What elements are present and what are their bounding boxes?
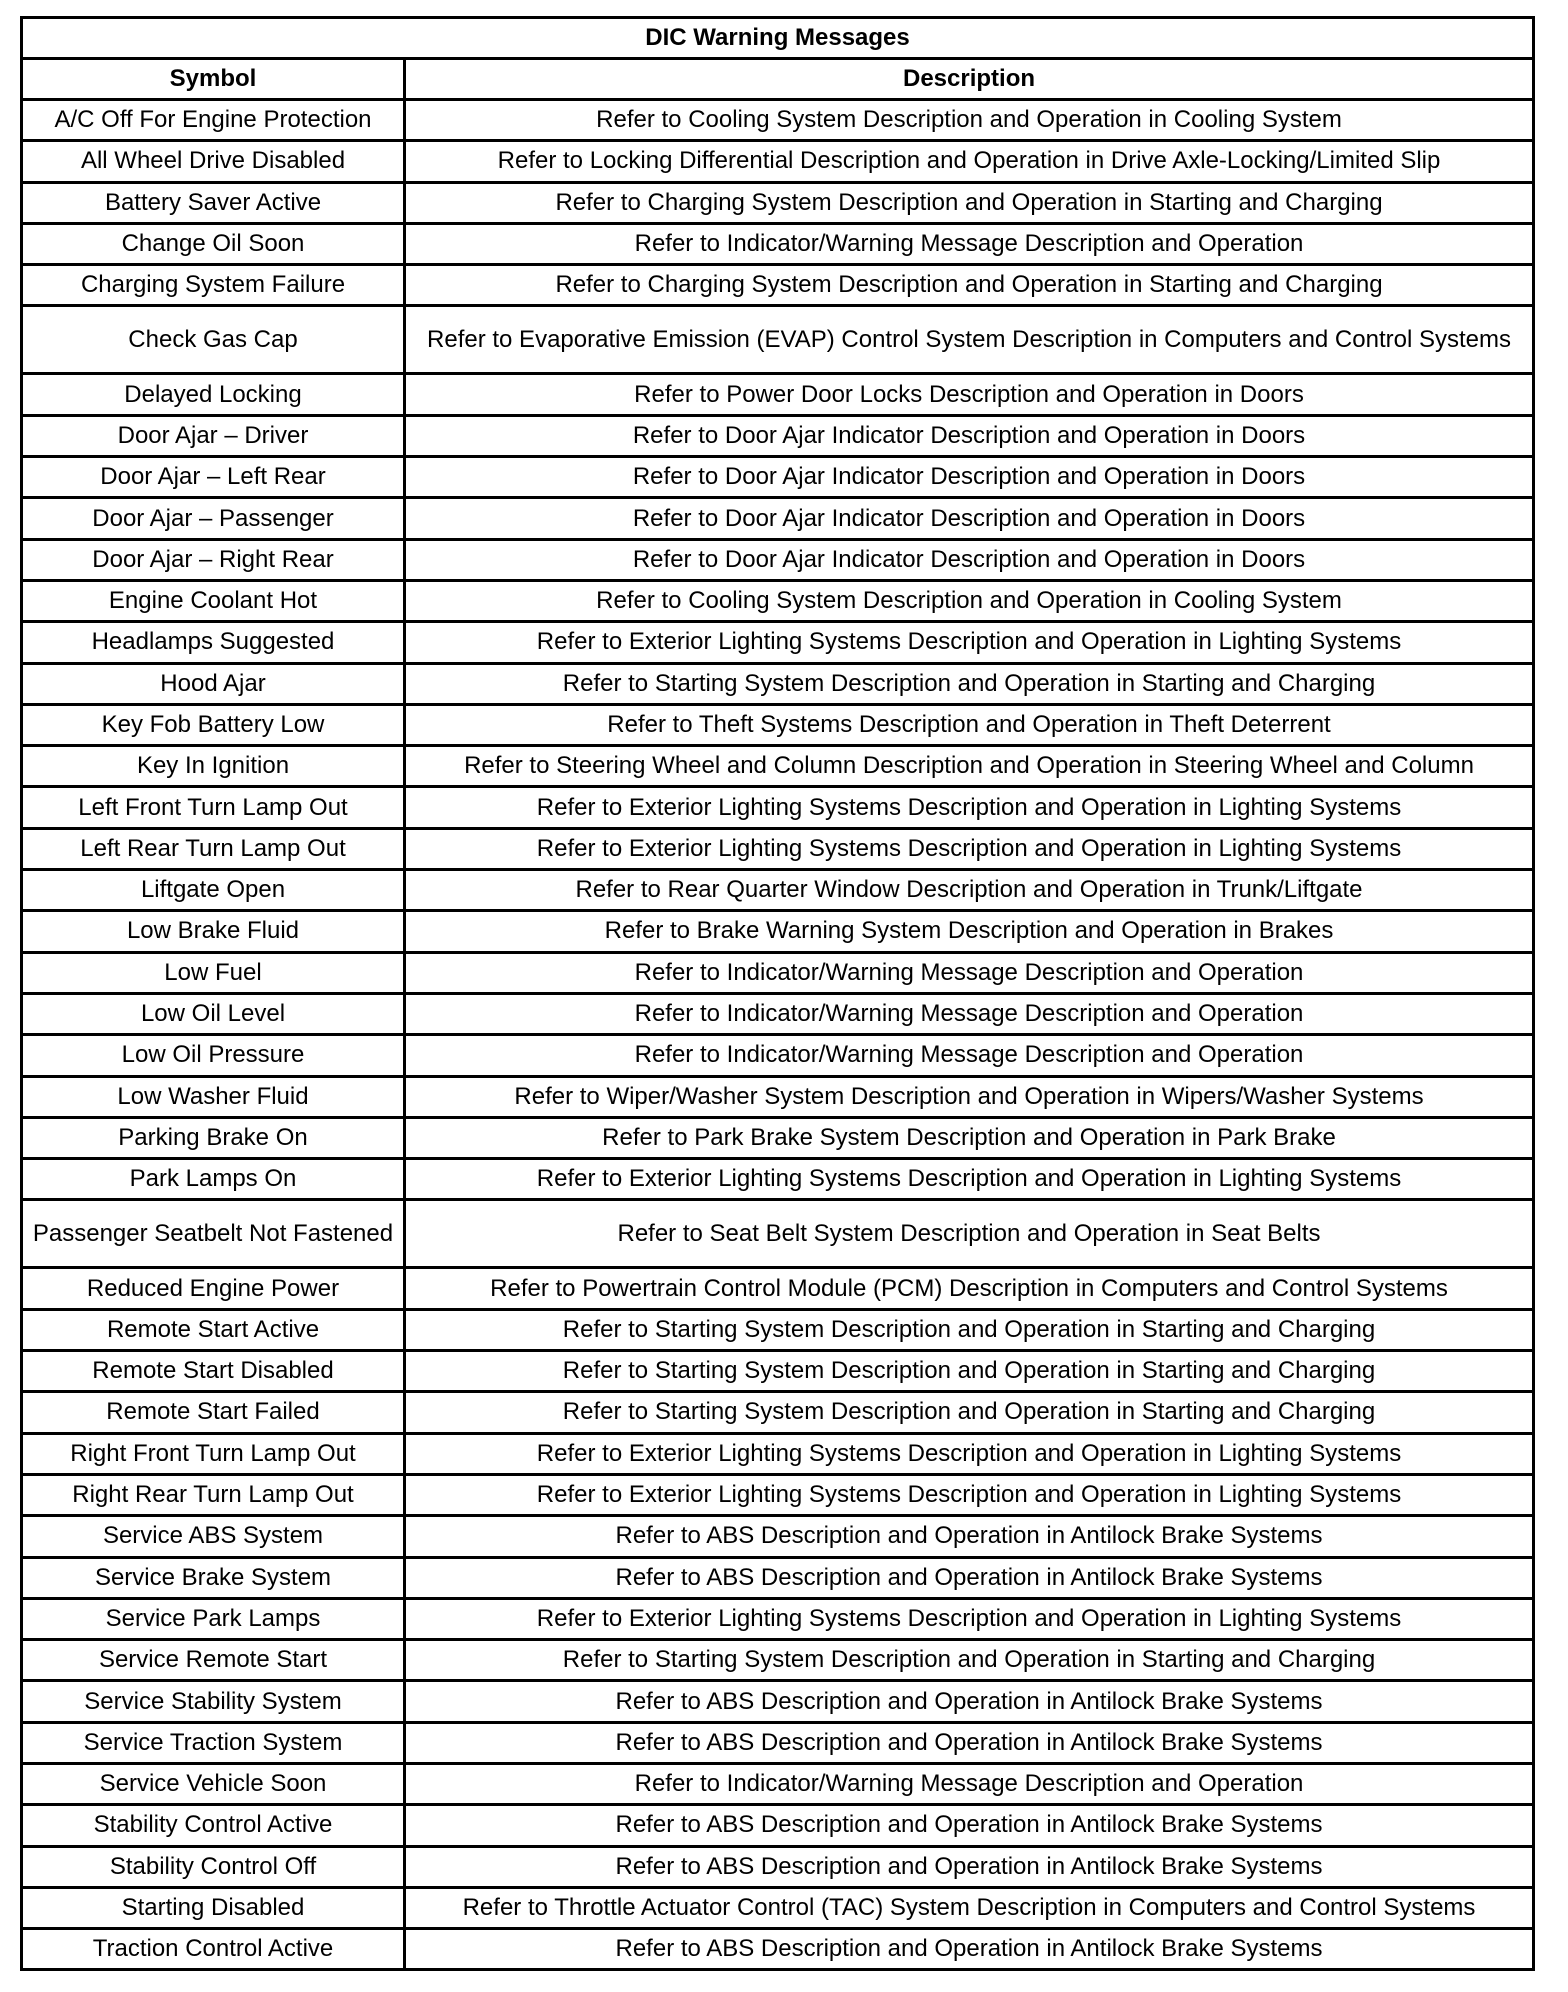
symbol-cell: Door Ajar – Driver xyxy=(22,415,405,456)
table-row xyxy=(22,1392,1534,1433)
table-title-row xyxy=(22,18,1534,59)
symbol-cell: Service Traction System xyxy=(22,1722,405,1763)
description-cell: Refer to Indicator/Warning Message Description and Operation xyxy=(405,1763,1534,1804)
description-cell: Refer to Door Ajar Indicator Description and Operation in Doors xyxy=(405,498,1534,539)
description-cell: Refer to Indicator/Warning Message Description and Operation xyxy=(405,223,1534,264)
symbol-cell: Headlamps Suggested xyxy=(22,622,405,663)
symbol-cell: Service Stability System xyxy=(22,1681,405,1722)
description-cell: Refer to Exterior Lighting Systems Description and Operation in Lighting Systems xyxy=(405,1433,1534,1474)
description-cell: Refer to Indicator/Warning Message Description and Operation xyxy=(405,952,1534,993)
table-row xyxy=(22,1351,1534,1392)
description-cell: Refer to Steering Wheel and Column Description and Operation in Steering Wheel and Column xyxy=(405,746,1534,787)
symbol-cell: Service Brake System xyxy=(22,1557,405,1598)
table-row xyxy=(22,787,1534,828)
description-cell: Refer to Door Ajar Indicator Description and Operation in Doors xyxy=(405,457,1534,498)
description-cell: Refer to Rear Quarter Window Description and Operation in Trunk/Liftgate xyxy=(405,870,1534,911)
description-cell: Refer to Brake Warning System Description and Operation in Brakes xyxy=(405,911,1534,952)
table-row xyxy=(22,223,1534,264)
table-row xyxy=(22,415,1534,456)
table-row xyxy=(22,580,1534,621)
table-row xyxy=(22,828,1534,869)
table-row xyxy=(22,704,1534,745)
table-row xyxy=(22,1887,1534,1928)
table-row xyxy=(22,1159,1534,1200)
symbol-cell: Stability Control Active xyxy=(22,1805,405,1846)
description-cell: Refer to Exterior Lighting Systems Description and Operation in Lighting Systems xyxy=(405,1159,1534,1200)
description-cell: Refer to Indicator/Warning Message Description and Operation xyxy=(405,1035,1534,1076)
symbol-cell: Low Fuel xyxy=(22,952,405,993)
description-cell: Refer to ABS Description and Operation in Antilock Brake Systems xyxy=(405,1516,1534,1557)
symbol-cell: Battery Saver Active xyxy=(22,182,405,223)
symbol-cell: Right Front Turn Lamp Out xyxy=(22,1433,405,1474)
symbol-cell: Charging System Failure xyxy=(22,265,405,306)
description-cell: Refer to Theft Systems Description and Operation in Theft Deterrent xyxy=(405,704,1534,745)
description-cell: Refer to Starting System Description and Operation in Starting and Charging xyxy=(405,663,1534,704)
description-cell: Refer to Starting System Description and Operation in Starting and Charging xyxy=(405,1392,1534,1433)
description-cell: Refer to Seat Belt System Description and Operation in Seat Belts xyxy=(405,1200,1534,1268)
symbol-cell: A/C Off For Engine Protection xyxy=(22,100,405,141)
description-cell: Refer to Locking Differential Description and Operation in Drive Axle-Locking/Limited Slip xyxy=(405,141,1534,182)
table-row xyxy=(22,1309,1534,1350)
description-cell: Refer to Door Ajar Indicator Description and Operation in Doors xyxy=(405,539,1534,580)
symbol-cell: Parking Brake On xyxy=(22,1117,405,1158)
symbol-cell: Reduced Engine Power xyxy=(22,1268,405,1309)
symbol-cell: Remote Start Active xyxy=(22,1309,405,1350)
description-cell: Refer to ABS Description and Operation in Antilock Brake Systems xyxy=(405,1846,1534,1887)
table-row xyxy=(22,539,1534,580)
symbol-cell: Delayed Locking xyxy=(22,374,405,415)
table-row xyxy=(22,663,1534,704)
symbol-cell: Service ABS System xyxy=(22,1516,405,1557)
symbol-cell: Low Oil Pressure xyxy=(22,1035,405,1076)
symbol-cell: Service Vehicle Soon xyxy=(22,1763,405,1804)
table-row xyxy=(22,746,1534,787)
description-cell: Refer to ABS Description and Operation in Antilock Brake Systems xyxy=(405,1805,1534,1846)
description-cell: Refer to Starting System Description and Operation in Starting and Charging xyxy=(405,1640,1534,1681)
description-cell: Refer to Exterior Lighting Systems Description and Operation in Lighting Systems xyxy=(405,622,1534,663)
symbol-cell: Low Brake Fluid xyxy=(22,911,405,952)
symbol-cell: Park Lamps On xyxy=(22,1159,405,1200)
description-cell: Refer to Powertrain Control Module (PCM) Description in Computers and Control Systems xyxy=(405,1268,1534,1309)
symbol-cell: Key Fob Battery Low xyxy=(22,704,405,745)
symbol-cell: Hood Ajar xyxy=(22,663,405,704)
symbol-cell: Engine Coolant Hot xyxy=(22,580,405,621)
symbol-cell: Remote Start Failed xyxy=(22,1392,405,1433)
table-row xyxy=(22,1846,1534,1887)
table-row xyxy=(22,1557,1534,1598)
table-row xyxy=(22,622,1534,663)
symbol-cell: Door Ajar – Right Rear xyxy=(22,539,405,580)
description-cell: Refer to Throttle Actuator Control (TAC) System Description in Computers and Control Systems xyxy=(405,1887,1534,1928)
symbol-cell: Left Front Turn Lamp Out xyxy=(22,787,405,828)
description-cell: Refer to Evaporative Emission (EVAP) Control System Description in Computers and Control Systems xyxy=(405,306,1534,374)
description-cell: Refer to Exterior Lighting Systems Description and Operation in Lighting Systems xyxy=(405,787,1534,828)
table-row xyxy=(22,1722,1534,1763)
description-cell: Refer to Exterior Lighting Systems Description and Operation in Lighting Systems xyxy=(405,828,1534,869)
symbol-cell: Service Park Lamps xyxy=(22,1598,405,1639)
table-row xyxy=(22,265,1534,306)
table-row xyxy=(22,498,1534,539)
symbol-cell: Low Oil Level xyxy=(22,993,405,1034)
table-row xyxy=(22,457,1534,498)
symbol-cell: Starting Disabled xyxy=(22,1887,405,1928)
table-row xyxy=(22,1598,1534,1639)
table-title: DIC Warning Messages xyxy=(22,18,1534,59)
symbol-cell: Remote Start Disabled xyxy=(22,1351,405,1392)
description-cell: Refer to Cooling System Description and Operation in Cooling System xyxy=(405,100,1534,141)
symbol-cell: Stability Control Off xyxy=(22,1846,405,1887)
description-cell: Refer to Power Door Locks Description and Operation in Doors xyxy=(405,374,1534,415)
table-row xyxy=(22,1763,1534,1804)
table-row xyxy=(22,374,1534,415)
symbol-cell: Right Rear Turn Lamp Out xyxy=(22,1474,405,1515)
description-column-header: Description xyxy=(405,59,1534,100)
table-row xyxy=(22,1433,1534,1474)
symbol-cell: Low Washer Fluid xyxy=(22,1076,405,1117)
symbol-cell: Change Oil Soon xyxy=(22,223,405,264)
description-cell: Refer to Charging System Description and Operation in Starting and Charging xyxy=(405,182,1534,223)
table-row xyxy=(22,870,1534,911)
description-cell: Refer to Charging System Description and Operation in Starting and Charging xyxy=(405,265,1534,306)
table-row xyxy=(22,993,1534,1034)
table-row xyxy=(22,911,1534,952)
dic-warning-messages-table xyxy=(20,16,1535,1971)
table-row xyxy=(22,1929,1534,1970)
description-cell: Refer to Starting System Description and Operation in Starting and Charging xyxy=(405,1309,1534,1350)
table-row xyxy=(22,1200,1534,1268)
description-cell: Refer to Cooling System Description and Operation in Cooling System xyxy=(405,580,1534,621)
table-row xyxy=(22,1805,1534,1846)
table-body xyxy=(22,100,1534,1970)
symbol-cell: Key In Ignition xyxy=(22,746,405,787)
table-row xyxy=(22,182,1534,223)
symbol-cell: Door Ajar – Left Rear xyxy=(22,457,405,498)
table-row xyxy=(22,306,1534,374)
description-cell: Refer to Indicator/Warning Message Description and Operation xyxy=(405,993,1534,1034)
table-row xyxy=(22,1681,1534,1722)
table-row xyxy=(22,1640,1534,1681)
description-cell: Refer to ABS Description and Operation in Antilock Brake Systems xyxy=(405,1557,1534,1598)
table-row xyxy=(22,100,1534,141)
table-row xyxy=(22,952,1534,993)
symbol-column-header: Symbol xyxy=(22,59,405,100)
symbol-cell: Liftgate Open xyxy=(22,870,405,911)
symbol-cell: Check Gas Cap xyxy=(22,306,405,374)
symbol-cell: Service Remote Start xyxy=(22,1640,405,1681)
table-row xyxy=(22,1076,1534,1117)
description-cell: Refer to ABS Description and Operation in Antilock Brake Systems xyxy=(405,1681,1534,1722)
description-cell: Refer to Door Ajar Indicator Description and Operation in Doors xyxy=(405,415,1534,456)
table-row xyxy=(22,1035,1534,1076)
table-row xyxy=(22,1516,1534,1557)
table-header-row xyxy=(22,59,1534,100)
description-cell: Refer to Starting System Description and Operation in Starting and Charging xyxy=(405,1351,1534,1392)
table-row xyxy=(22,1474,1534,1515)
description-cell: Refer to Exterior Lighting Systems Description and Operation in Lighting Systems xyxy=(405,1598,1534,1639)
description-cell: Refer to ABS Description and Operation in Antilock Brake Systems xyxy=(405,1929,1534,1970)
symbol-cell: Passenger Seatbelt Not Fastened xyxy=(22,1200,405,1268)
description-cell: Refer to Wiper/Washer System Description and Operation in Wipers/Washer Systems xyxy=(405,1076,1534,1117)
symbol-cell: All Wheel Drive Disabled xyxy=(22,141,405,182)
symbol-cell: Traction Control Active xyxy=(22,1929,405,1970)
table-row xyxy=(22,141,1534,182)
table-row xyxy=(22,1268,1534,1309)
description-cell: Refer to Exterior Lighting Systems Description and Operation in Lighting Systems xyxy=(405,1474,1534,1515)
description-cell: Refer to ABS Description and Operation in Antilock Brake Systems xyxy=(405,1722,1534,1763)
symbol-cell: Left Rear Turn Lamp Out xyxy=(22,828,405,869)
table-row xyxy=(22,1117,1534,1158)
symbol-cell: Door Ajar – Passenger xyxy=(22,498,405,539)
description-cell: Refer to Park Brake System Description and Operation in Park Brake xyxy=(405,1117,1534,1158)
